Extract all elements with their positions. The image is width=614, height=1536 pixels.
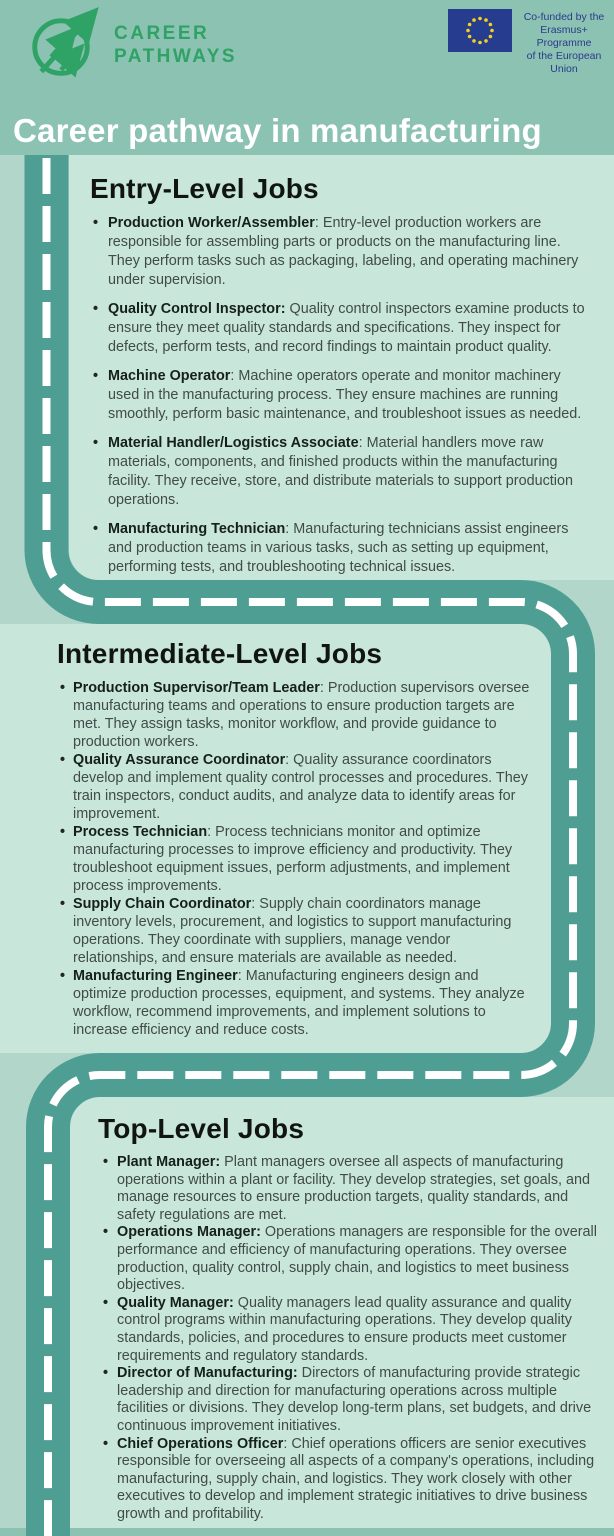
job-item xyxy=(90,214,594,290)
job-desc: : Entry-level production workers are responsible for assembling parts or products on the manufacturing line. They perform tasks such as packaging, labeling, and operating machinery under supervision. xyxy=(108,215,579,288)
job-title: Machine Operator xyxy=(108,368,231,384)
job-title: Process Technician xyxy=(73,824,208,840)
job-desc: Quality control inspectors examine products to ensure they meet quality standards and specifications. They inspect for defects, perform tests, and record findings to maintain product quality. xyxy=(108,301,585,355)
job-item xyxy=(98,1154,600,1224)
eu-credit-text xyxy=(518,9,610,76)
job-desc: : Chief operations officers are senior executives responsible for overseeing all aspects of a company's operations, including manufacturing, supply chain, and logistics. They work closely with other executives to develop and implement strategic initiatives to drive business growth and profitability. xyxy=(117,1435,595,1522)
job-item xyxy=(98,1295,600,1365)
section-heading-intermediate: Intermediate-Level Jobs xyxy=(57,638,383,669)
job-title: Manufacturing Engineer xyxy=(73,968,238,984)
header xyxy=(0,0,614,155)
page-title: Career pathway in manufacturing xyxy=(13,112,542,150)
job-desc: : Machine operators operate and monitor machinery used in the manufacturing process. They ensure machines are running smoothly, perform basic maintenance, and troubleshoot issues as needed. xyxy=(108,368,582,422)
job-desc: Operations managers are responsible for the overall performance and efficiency of manufacturing operations. They oversee production, quality control, supply chain, and logistics to meet business objectives. xyxy=(117,1224,597,1294)
job-item xyxy=(57,823,535,895)
job-title: Quality Assurance Coordinator xyxy=(73,752,286,768)
job-title: Quality Control Inspector: xyxy=(108,301,286,317)
job-desc: : Supply chain coordinators manage inventory levels, procurement, and logistics to support manufacturing operations. They coordinate with suppliers, manage vendor relationships, and ensure materials are available as needed. xyxy=(73,896,512,966)
job-desc: : Production supervisors oversee manufacturing teams and operations to ensure production targets are met. They assign tasks, monitor workflow, and provide guidance to production workers. xyxy=(73,680,530,750)
job-title: Operations Manager: xyxy=(117,1224,261,1241)
job-title: Chief Operations Officer xyxy=(117,1435,284,1452)
job-item xyxy=(98,1365,600,1435)
eu-credit-line-3: of the European Union xyxy=(526,50,602,75)
career-pathways-logo xyxy=(20,6,237,84)
job-title: Director of Manufacturing: xyxy=(117,1365,298,1382)
job-title: Supply Chain Coordinator xyxy=(73,896,252,912)
top-level-job-list xyxy=(98,1154,600,1523)
logo-line-2: PATHWAYS xyxy=(114,46,238,67)
job-item xyxy=(98,1436,600,1524)
job-title: Production Supervisor/Team Leader xyxy=(73,680,320,696)
footer-band xyxy=(0,1528,614,1536)
eu-flag-icon xyxy=(448,9,512,52)
entry-level-job-list xyxy=(90,214,594,577)
section-heading-top: Top-Level Jobs xyxy=(98,1113,305,1144)
job-title: Manufacturing Technician xyxy=(108,521,286,537)
job-title: Quality Manager: xyxy=(117,1294,234,1311)
logo-wordmark xyxy=(114,22,237,68)
job-desc: : Manufacturing technicians assist engineers and production teams in various tasks, such as setting up equipment, performing tests, and troubleshooting technical issues. xyxy=(108,521,569,575)
job-item xyxy=(90,300,594,357)
career-pathways-logo-icon xyxy=(20,6,102,84)
job-title: Plant Manager: xyxy=(117,1154,221,1170)
job-title: Production Worker/Assembler xyxy=(108,215,315,231)
job-item xyxy=(90,367,594,424)
job-desc: : Manufacturing engineers design and optimize production processes, equipment, and systems. They analyze workflow, recommend improvements, and implement solutions to increase efficiency and reduce costs. xyxy=(73,968,525,1038)
eu-funding-block xyxy=(448,9,610,76)
job-desc: Directors of manufacturing provide strategic leadership and direction for manufacturing operations across multiple facilities or divisions. They develop long-term plans, set budgets, and drive continuous improvement initiatives. xyxy=(117,1365,592,1434)
job-item xyxy=(57,895,535,967)
job-desc: : Material handlers move raw materials, components, and finished products within the manufacturing facility. They receive, store, and distribute materials to support production operations. xyxy=(108,435,573,508)
job-item xyxy=(90,434,594,510)
job-item xyxy=(98,1224,600,1294)
eu-credit-line-2: Erasmus+ Programme xyxy=(536,24,592,49)
job-item xyxy=(57,967,535,1039)
job-title: Material Handler/Logistics Associate xyxy=(108,435,359,451)
intermediate-level-job-list xyxy=(57,679,535,1039)
job-desc: Quality managers lead quality assurance and quality control programs within manufacturing operations. They develop quality standards, policies, and procedures to ensure products meet customer requirements and regulatory standards. xyxy=(117,1294,572,1364)
job-desc: Plant managers oversee all aspects of manufacturing operations within a plant or facility. They develop strategies, set goals, and manage resources to ensure production targets, quality standards, and safety regulations are met. xyxy=(117,1154,591,1223)
job-item xyxy=(57,751,535,823)
section-heading-entry: Entry-Level Jobs xyxy=(90,173,319,204)
job-item xyxy=(57,679,535,751)
logo-line-1: CAREER xyxy=(114,23,210,44)
section-entry-level xyxy=(69,155,614,580)
job-item xyxy=(90,520,594,577)
section-top-level xyxy=(70,1097,614,1528)
job-desc: : Process technicians monitor and optimize manufacturing processes to improve efficiency and productivity. They troubleshoot equipment issues, perform adjustments, and implement process improvements. xyxy=(73,824,513,894)
job-desc: : Quality assurance coordinators develop and implement quality control processes and procedures. They train inspectors, conduct audits, and analyze data to identify areas for improvement. xyxy=(73,752,528,822)
section-intermediate-level xyxy=(0,624,551,1053)
eu-credit-line-1: Co-funded by the xyxy=(523,11,605,23)
